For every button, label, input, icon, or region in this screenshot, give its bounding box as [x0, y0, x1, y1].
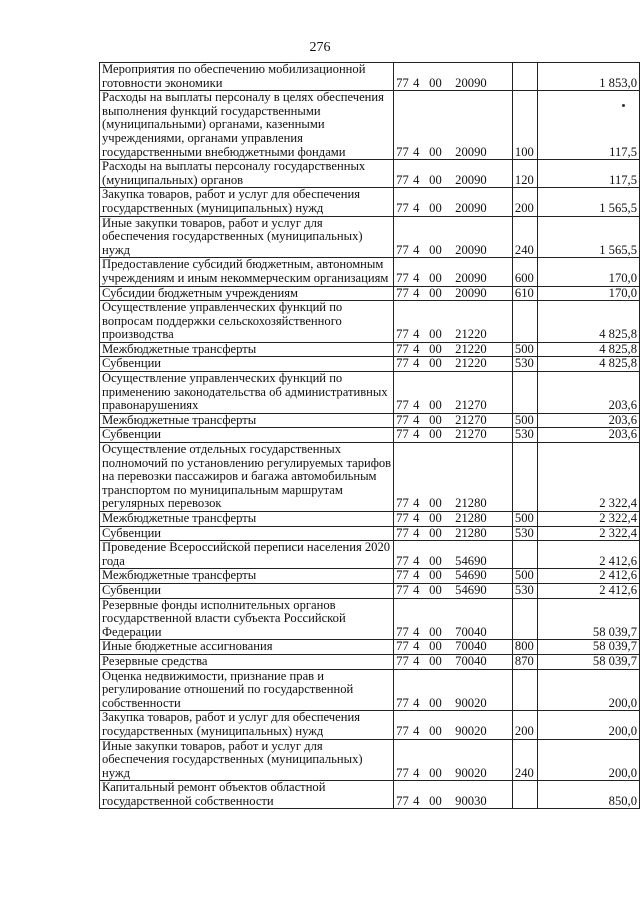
expense-name-cell: Субвенции	[100, 526, 394, 541]
main-activity-code: 00	[429, 427, 442, 442]
classification-code-cell	[394, 512, 513, 527]
direction-code: 54690	[455, 553, 487, 568]
main-activity-code: 00	[429, 342, 442, 356]
program-code: 77	[396, 342, 409, 356]
expense-name-cell: Иные закупки товаров, работ и услуг для обеспечения государственных (муниципальных) нужд	[100, 739, 394, 781]
classification-code-cell	[394, 781, 513, 809]
main-activity-code: 00	[429, 654, 442, 668]
direction-code: 70040	[455, 624, 487, 639]
direction-code: 21280	[455, 511, 487, 525]
amount-cell: 117,5	[537, 91, 639, 160]
classification-code-cell	[394, 372, 513, 414]
program-code: 77	[396, 327, 409, 342]
table-row	[100, 669, 640, 711]
table-row	[100, 301, 640, 343]
direction-code: 90020	[455, 765, 487, 780]
program-code: 77	[396, 286, 409, 300]
program-code: 77	[396, 639, 409, 654]
subprogram-code: 4	[413, 242, 420, 257]
amount-cell: 200,0	[537, 669, 639, 711]
amount-cell: 4 825,8	[537, 301, 639, 343]
direction-code: 21220	[455, 356, 487, 371]
table-row	[100, 569, 640, 584]
direction-code: 20090	[455, 172, 487, 187]
program-code: 77	[396, 75, 409, 90]
program-code: 77	[396, 496, 409, 511]
classification-code-cell	[394, 160, 513, 188]
main-activity-code: 00	[429, 553, 442, 568]
expense-name-cell: Расходы на выплаты персоналу в целях обеспечения выполнения функций государственными (муниципальными) органами, казенными учреждениями, органами управления государственными внебюджетными фондами	[100, 91, 394, 160]
main-activity-code: 00	[429, 624, 442, 639]
main-activity-code: 00	[429, 270, 442, 285]
table-row	[100, 598, 640, 640]
expense-name-cell: Осуществление управленческих функций по вопросам поддержки сельскохозяйственного производства	[100, 301, 394, 343]
main-activity-code: 00	[429, 583, 442, 597]
amount-cell: 1 565,5	[537, 188, 639, 216]
main-activity-code: 00	[429, 398, 442, 413]
direction-code: 20090	[455, 270, 487, 285]
main-activity-code: 00	[429, 144, 442, 159]
main-activity-code: 00	[429, 496, 442, 511]
expense-name-cell: Резервные фонды исполнительных органов государственной власти субъекта Российской Федерации	[100, 598, 394, 640]
classification-code-cell	[394, 654, 513, 669]
program-code: 77	[396, 398, 409, 413]
main-activity-code: 00	[429, 413, 442, 427]
direction-code: 21270	[455, 427, 487, 442]
amount-cell: 850,0	[537, 781, 639, 809]
classification-code-cell	[394, 286, 513, 301]
expense-type-cell: 530	[512, 357, 537, 372]
expense-name-cell: Межбюджетные трансферты	[100, 569, 394, 584]
main-activity-code: 00	[429, 765, 442, 780]
classification-code-cell	[394, 188, 513, 216]
expense-name-cell: Иные бюджетные ассигнования	[100, 640, 394, 655]
table-row	[100, 739, 640, 781]
table-row	[100, 216, 640, 258]
expense-name-cell: Субвенции	[100, 428, 394, 443]
classification-code-cell	[394, 342, 513, 357]
expense-type-cell: 800	[512, 640, 537, 655]
direction-code: 21270	[455, 413, 487, 427]
direction-code: 21280	[455, 526, 487, 540]
subprogram-code: 4	[413, 327, 420, 342]
table-row	[100, 428, 640, 443]
expense-type-cell: 200	[512, 188, 537, 216]
program-code: 77	[396, 270, 409, 285]
table-row	[100, 781, 640, 809]
expense-name-cell: Осуществление отдельных государственных полномочий по установлению регулируемых тарифов на перевозки пассажиров и багажа автомобильным транспортом по муниципальным маршрутам регулярных перевозок	[100, 443, 394, 512]
expense-type-cell	[512, 301, 537, 343]
amount-cell: 2 412,6	[537, 541, 639, 569]
classification-code-cell	[394, 428, 513, 443]
amount-cell: 2 412,6	[537, 569, 639, 584]
subprogram-code: 4	[413, 654, 420, 668]
program-code: 77	[396, 793, 409, 808]
table-row	[100, 188, 640, 216]
expense-name-cell: Проведение Всероссийской переписи населения 2020 года	[100, 541, 394, 569]
classification-code-cell	[394, 301, 513, 343]
subprogram-code: 4	[413, 172, 420, 187]
table-row	[100, 526, 640, 541]
direction-code: 90020	[455, 695, 487, 710]
budget-table	[99, 62, 640, 809]
expense-type-cell: 530	[512, 526, 537, 541]
expense-type-cell: 500	[512, 342, 537, 357]
amount-cell: 1 853,0	[537, 63, 639, 91]
subprogram-code: 4	[413, 765, 420, 780]
expense-name-cell: Расходы на выплаты персоналу государственных (муниципальных) органов	[100, 160, 394, 188]
amount-cell: 58 039,7	[537, 640, 639, 655]
expense-name-cell: Капитальный ремонт объектов областной государственной собственности	[100, 781, 394, 809]
direction-code: 21220	[455, 327, 487, 342]
table-row	[100, 654, 640, 669]
expense-name-cell: Предоставление субсидий бюджетным, автономным учреждениям и иным некоммерческим организациям	[100, 258, 394, 286]
expense-type-cell: 610	[512, 286, 537, 301]
program-code: 77	[396, 413, 409, 427]
expense-name-cell: Осуществление управленческих функций по применению законодательства об административных правонарушениях	[100, 372, 394, 414]
direction-code: 21220	[455, 342, 487, 356]
subprogram-code: 4	[413, 793, 420, 808]
amount-cell: 2 322,4	[537, 512, 639, 527]
table-row	[100, 258, 640, 286]
table-row	[100, 286, 640, 301]
subprogram-code: 4	[413, 583, 420, 597]
direction-code: 21270	[455, 398, 487, 413]
direction-code: 54690	[455, 568, 487, 583]
expense-type-cell	[512, 598, 537, 640]
expense-name-cell: Субсидии бюджетным учреждениям	[100, 286, 394, 301]
direction-code: 20090	[455, 242, 487, 257]
expense-type-cell: 530	[512, 583, 537, 598]
subprogram-code: 4	[413, 553, 420, 568]
expense-type-cell: 500	[512, 413, 537, 428]
direction-code: 54690	[455, 583, 487, 597]
expense-name-cell: Мероприятия по обеспечению мобилизационной готовности экономики	[100, 63, 394, 91]
main-activity-code: 00	[429, 639, 442, 654]
amount-cell: 203,6	[537, 413, 639, 428]
main-activity-code: 00	[429, 526, 442, 540]
subprogram-code: 4	[413, 427, 420, 442]
expense-name-cell: Резервные средства	[100, 654, 394, 669]
subprogram-code: 4	[413, 496, 420, 511]
main-activity-code: 00	[429, 286, 442, 300]
program-code: 77	[396, 526, 409, 540]
subprogram-code: 4	[413, 200, 420, 215]
table-row	[100, 63, 640, 91]
subprogram-code: 4	[413, 526, 420, 540]
main-activity-code: 00	[429, 511, 442, 525]
program-code: 77	[396, 144, 409, 159]
amount-cell: 170,0	[537, 286, 639, 301]
classification-code-cell	[394, 640, 513, 655]
expense-type-cell	[512, 669, 537, 711]
direction-code: 70040	[455, 654, 487, 668]
expense-type-cell	[512, 781, 537, 809]
expense-name-cell: Межбюджетные трансферты	[100, 342, 394, 357]
classification-code-cell	[394, 413, 513, 428]
direction-code: 21280	[455, 496, 487, 511]
program-code: 77	[396, 200, 409, 215]
table-row	[100, 160, 640, 188]
expense-name-cell: Оценка недвижимости, признание прав и регулирование отношений по государственной собственности	[100, 669, 394, 711]
classification-code-cell	[394, 541, 513, 569]
main-activity-code: 00	[429, 723, 442, 738]
main-activity-code: 00	[429, 242, 442, 257]
classification-code-cell	[394, 63, 513, 91]
amount-cell: 4 825,8	[537, 357, 639, 372]
program-code: 77	[396, 356, 409, 371]
amount-cell: 2 322,4	[537, 526, 639, 541]
amount-cell: 200,0	[537, 739, 639, 781]
amount-cell: 1 565,5	[537, 216, 639, 258]
table-row	[100, 443, 640, 512]
subprogram-code: 4	[413, 639, 420, 654]
expense-name-cell: Межбюджетные трансферты	[100, 413, 394, 428]
amount-cell: 203,6	[537, 428, 639, 443]
expense-type-cell: 240	[512, 216, 537, 258]
amount-cell: 200,0	[537, 711, 639, 739]
expense-type-cell	[512, 63, 537, 91]
expense-type-cell: 530	[512, 428, 537, 443]
subprogram-code: 4	[413, 568, 420, 583]
program-code: 77	[396, 765, 409, 780]
subprogram-code: 4	[413, 270, 420, 285]
direction-code: 20090	[455, 200, 487, 215]
program-code: 77	[396, 654, 409, 668]
main-activity-code: 00	[429, 356, 442, 371]
classification-code-cell	[394, 569, 513, 584]
table-row	[100, 512, 640, 527]
table-row	[100, 711, 640, 739]
subprogram-code: 4	[413, 398, 420, 413]
program-code: 77	[396, 695, 409, 710]
direction-code: 20090	[455, 286, 487, 300]
subprogram-code: 4	[413, 342, 420, 356]
program-code: 77	[396, 553, 409, 568]
subprogram-code: 4	[413, 413, 420, 427]
classification-code-cell	[394, 216, 513, 258]
amount-cell: 2 322,4	[537, 443, 639, 512]
direction-code: 20090	[455, 144, 487, 159]
classification-code-cell	[394, 526, 513, 541]
expense-name-cell: Субвенции	[100, 583, 394, 598]
amount-cell: 203,6	[537, 372, 639, 414]
table-row	[100, 342, 640, 357]
classification-code-cell	[394, 91, 513, 160]
program-code: 77	[396, 172, 409, 187]
program-code: 77	[396, 427, 409, 442]
expense-name-cell: Субвенции	[100, 357, 394, 372]
expense-type-cell: 870	[512, 654, 537, 669]
expense-type-cell: 100	[512, 91, 537, 160]
expense-type-cell: 240	[512, 739, 537, 781]
subprogram-code: 4	[413, 144, 420, 159]
direction-code: 90020	[455, 723, 487, 738]
table-row	[100, 413, 640, 428]
expense-name-cell: Межбюджетные трансферты	[100, 512, 394, 527]
main-activity-code: 00	[429, 568, 442, 583]
expense-type-cell	[512, 372, 537, 414]
subprogram-code: 4	[413, 511, 420, 525]
expense-type-cell	[512, 443, 537, 512]
program-code: 77	[396, 723, 409, 738]
expense-type-cell: 200	[512, 711, 537, 739]
expense-type-cell: 120	[512, 160, 537, 188]
expense-name-cell: Закупка товаров, работ и услуг для обеспечения государственных (муниципальных) нужд	[100, 711, 394, 739]
direction-code: 90030	[455, 793, 487, 808]
table-row	[100, 91, 640, 160]
classification-code-cell	[394, 669, 513, 711]
program-code: 77	[396, 511, 409, 525]
main-activity-code: 00	[429, 793, 442, 808]
subprogram-code: 4	[413, 723, 420, 738]
amount-cell: 117,5	[537, 160, 639, 188]
program-code: 77	[396, 242, 409, 257]
program-code: 77	[396, 568, 409, 583]
expense-type-cell: 500	[512, 569, 537, 584]
main-activity-code: 00	[429, 172, 442, 187]
program-code: 77	[396, 624, 409, 639]
main-activity-code: 00	[429, 75, 442, 90]
classification-code-cell	[394, 711, 513, 739]
subprogram-code: 4	[413, 356, 420, 371]
expense-type-cell: 500	[512, 512, 537, 527]
classification-code-cell	[394, 357, 513, 372]
expense-name-cell: Закупка товаров, работ и услуг для обеспечения государственных (муниципальных) нужд	[100, 188, 394, 216]
table-row	[100, 357, 640, 372]
main-activity-code: 00	[429, 200, 442, 215]
page-number: 276	[309, 40, 331, 55]
expense-type-cell: 600	[512, 258, 537, 286]
amount-cell: 2 412,6	[537, 583, 639, 598]
subprogram-code: 4	[413, 624, 420, 639]
subprogram-code: 4	[413, 695, 420, 710]
subprogram-code: 4	[413, 286, 420, 300]
classification-code-cell	[394, 598, 513, 640]
table-row	[100, 583, 640, 598]
table-row	[100, 640, 640, 655]
direction-code: 70040	[455, 639, 487, 654]
program-code: 77	[396, 583, 409, 597]
main-activity-code: 00	[429, 695, 442, 710]
direction-code: 20090	[455, 75, 487, 90]
expense-name-cell: Иные закупки товаров, работ и услуг для обеспечения государственных (муниципальных) нужд	[100, 216, 394, 258]
amount-cell: 170,0	[537, 258, 639, 286]
classification-code-cell	[394, 583, 513, 598]
expense-type-cell	[512, 541, 537, 569]
table-row	[100, 541, 640, 569]
amount-cell: 4 825,8	[537, 342, 639, 357]
budget-table-body	[100, 63, 640, 809]
classification-code-cell	[394, 443, 513, 512]
classification-code-cell	[394, 258, 513, 286]
amount-cell: 58 039,7	[537, 654, 639, 669]
classification-code-cell	[394, 739, 513, 781]
main-activity-code: 00	[429, 327, 442, 342]
table-row	[100, 372, 640, 414]
subprogram-code: 4	[413, 75, 420, 90]
amount-cell: 58 039,7	[537, 598, 639, 640]
